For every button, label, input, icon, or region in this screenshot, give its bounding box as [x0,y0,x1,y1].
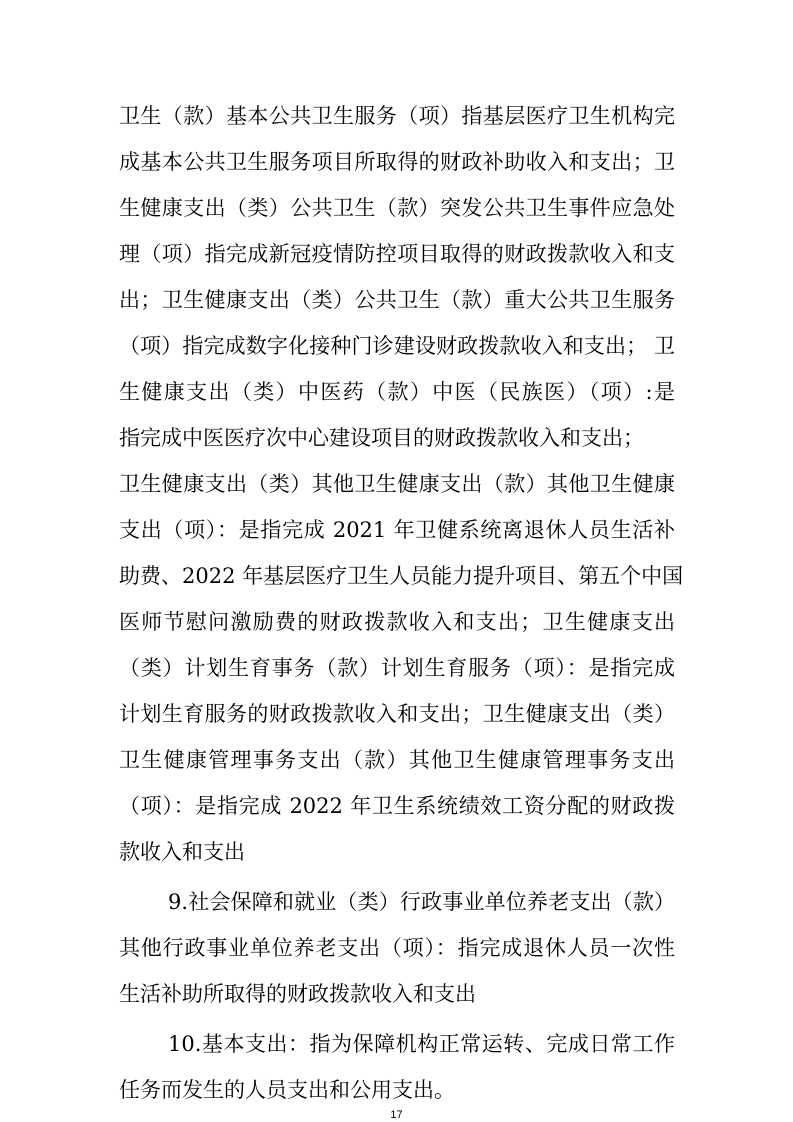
text-line: 生健康支出（类）公共卫生（款）突发公共卫生事件应急处 [119,196,675,220]
text-line: 助费、2022 年基层医疗卫生人员能力提升项目、第五个中国 [119,564,684,588]
text-line: 卫生（款）基本公共卫生服务（项）指基层医疗卫生机构完 [119,104,675,128]
page-number: 17 [390,1109,403,1121]
text-line: （项）指完成数字化接种门诊建设财政拨款收入和支出； 卫 [119,334,675,358]
text-line: 生活补助所取得的财政拨款收入和支出 [119,982,476,1006]
text-line: 指完成中医医疗次中心建设项目的财政拨款收入和支出； [119,426,644,450]
text-line: 支出（项）：是指完成 2021 年卫健系统离退休人员生活补 [119,518,675,542]
text-line: 9.社会保障和就业（类）行政事业单位养老支出（款） [168,890,675,914]
text-line: 计划生育服务的财政拨款收入和支出；卫生健康支出（类） [119,702,675,726]
text-line: 10.基本支出：指为保障机构正常运转、完成日常工作 [168,1032,675,1056]
text-line: 款收入和支出 [119,840,245,864]
text-line: 生健康支出（类）中医药（款）中医（民族医）（项）:是 [119,380,675,404]
text-line: 医师节慰问激励费的财政拨款收入和支出；卫生健康支出 [119,610,675,634]
text-line: （类）计划生育事务（款）计划生育服务（项）：是指完成 [119,656,675,680]
text-line: 其他行政事业单位养老支出（项）：指完成退休人员一次性 [119,936,675,960]
text-line: 理（项）指完成新冠疫情防控项目取得的财政拨款收入和支 [119,242,675,266]
text-line: 卫生健康支出（类）其他卫生健康支出（款）其他卫生健康 [119,472,675,496]
text-line: 卫生健康管理事务支出（款）其他卫生健康管理事务支出 [119,748,675,772]
text-line: 成基本公共卫生服务项目所取得的财政补助收入和支出；卫 [119,150,675,174]
text-line: 任务而发生的人员支出和公用支出。 [119,1078,455,1102]
text-line: （项）：是指完成 2022 年卫生系统绩效工资分配的财政拨 [119,794,675,818]
text-line: 出；卫生健康支出（类）公共卫生（款）重大公共卫生服务 [119,288,675,312]
